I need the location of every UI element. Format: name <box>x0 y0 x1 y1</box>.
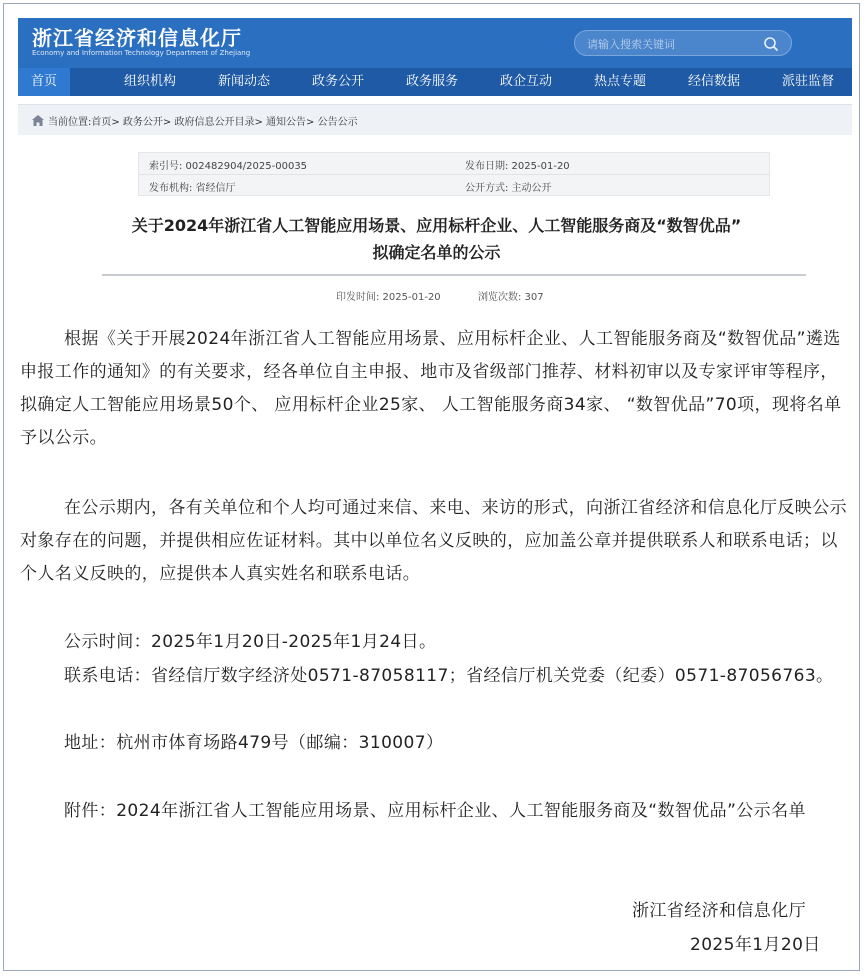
nav-item-data[interactable]: 经信数据 <box>687 74 740 89</box>
breadcrumb <box>18 104 852 135</box>
nav-item-topics[interactable]: 热点专题 <box>593 74 646 89</box>
meta-index-number: 索引号: 002482904/2025-00035 <box>149 161 308 172</box>
breadcrumb-text[interactable]: 当前位置:首页> 政务公开> 政府信息公开目录> 通知公告> 公告公示 <box>48 117 358 128</box>
search-icon[interactable] <box>763 36 779 52</box>
nav-item-news[interactable]: 新闻动态 <box>217 74 270 89</box>
meta-open-mode: 公开方式: 主动公开 <box>465 183 552 194</box>
site-title[interactable]: 浙江省经济和信息化厅 <box>32 26 242 50</box>
paragraph-intro: 根据《关于开展2024年浙江省人工智能应用场景、应用标杆企业、人工智能服务商及“数智优品”遴选申报工作的通知》的有关要求，经各单位自主申报、地市及省级部门推荐、材料初审以及专家评审等程序，拟确定人工智能应用场景50个、 应用标杆企业25家、 人工智能服务商34家、 “数智优品”70项，现将名单予以公示。 <box>20 329 842 448</box>
paragraph-phone: 联系电话：省经信厅数字经济处0571-87058117；省经信厅机关党委（纪委）0571-87056763。 <box>64 666 834 686</box>
site-header <box>18 18 852 68</box>
page-frame <box>3 3 860 971</box>
home-icon <box>32 115 44 126</box>
paragraph-period: 公示时间：2025年1月20日-2025年1月24日。 <box>64 632 437 652</box>
article-title-line2: 拟确定名单的公示 <box>372 243 501 262</box>
view-count: 浏览次数: 307 <box>478 292 544 303</box>
paragraph-feedback: 在公示期内，各有关单位和个人均可通过来信、来电、来访的形式，向浙江省经济和信息化厅反映公示对象存在的问题，并提供相应佐证材料。其中以单位名义反映的，应加盖公章并提供联系人和联系电话；以个人名义反映的，应提供本人真实姓名和联系电话。 <box>20 498 847 584</box>
nav-item-home[interactable]: 首页 <box>18 68 70 96</box>
signature-date: 2025年1月20日 <box>690 935 821 955</box>
print-time: 印发时间: 2025-01-20 <box>336 292 441 303</box>
paragraph-address: 地址：杭州市体育场路479号（邮编：310007） <box>64 733 444 753</box>
article-title-line1: 关于2024年浙江省人工智能应用场景、应用标杆企业、人工智能服务商及“数智优品” <box>131 216 742 235</box>
nav-item-gov-services[interactable]: 政务服务 <box>405 74 458 89</box>
meta-divider <box>139 174 769 175</box>
nav-item-gov-affairs[interactable]: 政务公开 <box>311 74 364 89</box>
nav-item-supervision[interactable]: 派驻监督 <box>781 74 834 89</box>
title-divider <box>102 274 806 276</box>
nav-item-interaction[interactable]: 政企互动 <box>499 74 552 89</box>
main-nav <box>18 68 852 96</box>
meta-table <box>138 152 770 196</box>
search-input[interactable] <box>585 35 759 53</box>
meta-publish-date: 发布日期: 2025-01-20 <box>465 161 570 172</box>
nav-item-organization[interactable]: 组织机构 <box>123 74 176 89</box>
meta-publisher: 发布机构: 省经信厅 <box>149 183 236 194</box>
signature-org: 浙江省经济和信息化厅 <box>632 901 806 921</box>
site-subtitle: Economy and Information Technology Department of Zhejiang <box>32 49 251 57</box>
search-box <box>574 30 792 56</box>
article-title <box>64 212 809 266</box>
paragraph-attachment[interactable]: 附件：2024年浙江省人工智能应用场景、应用标杆企业、人工智能服务商及“数智优品”公示名单 <box>64 801 806 821</box>
